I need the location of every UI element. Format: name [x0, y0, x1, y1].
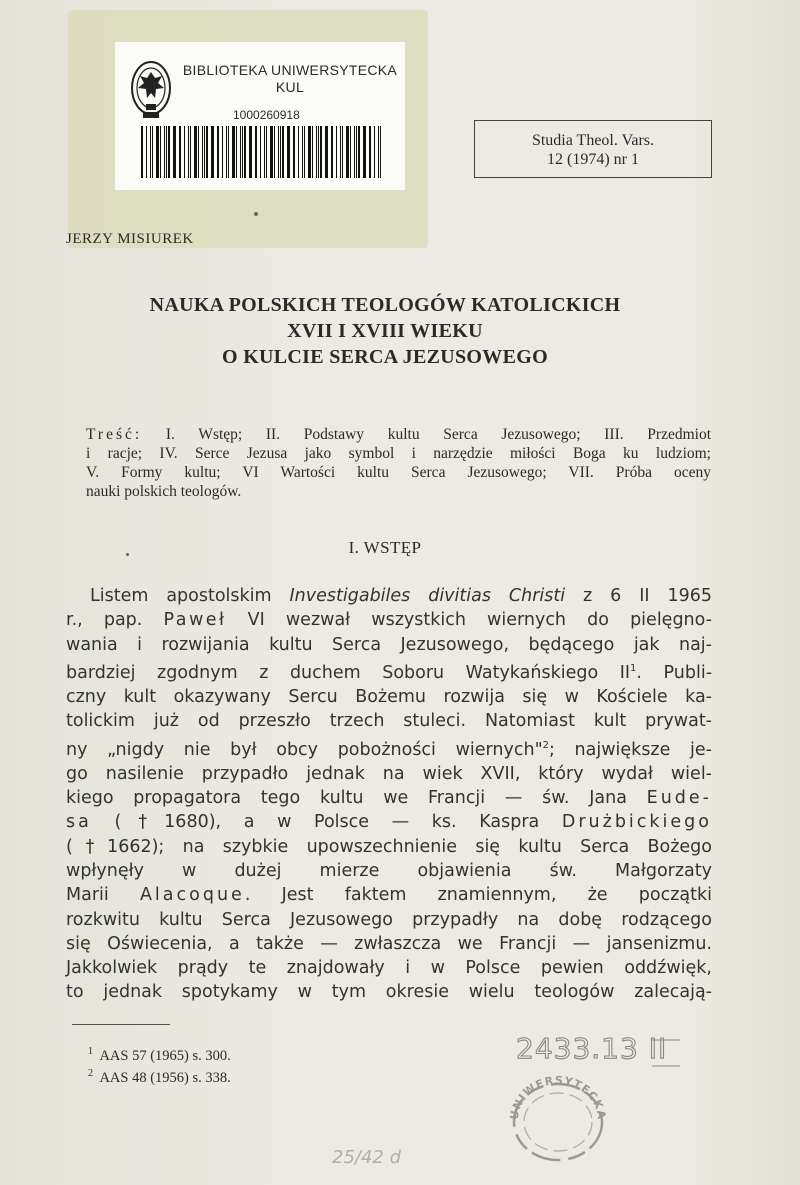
body-line: go nasilenie przypadło jednak na wiek XVII, który wydał wiel- [66, 763, 712, 784]
author-name: JERZY MISIUREK [66, 231, 194, 247]
contents-line1: Treść: I. Wstęp; II. Podstawy kultu Serca Jezusowego; III. Przedmiot [86, 426, 712, 443]
barcode-bar [358, 126, 360, 178]
barcode-bar [331, 126, 333, 178]
footnote-ref-2: 2 [542, 739, 549, 751]
barcode-bar [378, 126, 379, 178]
barcode-bar [363, 126, 366, 178]
footnote-1: $^1$ AAS 57 (1965) s. 300. [88, 1046, 231, 1064]
table-of-contents [86, 425, 711, 501]
barcode-bar [264, 126, 265, 178]
library-name [179, 62, 401, 96]
barcode-bar [188, 126, 189, 178]
barcode-bar [336, 126, 337, 178]
barcode-bar [342, 126, 343, 178]
barcode-bar [240, 126, 241, 178]
contents-label: Treść: [86, 426, 143, 443]
barcode-bar [374, 126, 375, 178]
barcode-bar [266, 126, 267, 178]
barcode-bar [156, 126, 159, 178]
barcode-bar [242, 126, 243, 178]
body-line: sa (†1680), a w Polsce — ks. Kaspra Drużbickiego [66, 812, 712, 833]
journal-line2: 12 (1974) nr 1 [547, 151, 639, 168]
barcode-bar [244, 126, 246, 178]
barcode-bar [356, 126, 357, 178]
barcode-bar [255, 126, 257, 178]
barcode-bar [287, 126, 290, 178]
body-line: wpłynęły w dużej mierze objawienia św. Małgorzaty [66, 860, 712, 881]
barcode-bar [168, 126, 170, 178]
handwritten-call-number [512, 1024, 682, 1074]
barcode-bar [325, 126, 328, 178]
body-line: czny kult okazywany Sercu Bożemu rozwija się w Kościele ka- [66, 687, 712, 708]
barcode-bar [316, 126, 317, 178]
library-label [115, 42, 405, 190]
barcode-bar [350, 126, 351, 178]
eagle-seal-icon [129, 58, 173, 122]
barcode-bar [184, 126, 185, 178]
svg-text:UNIWERSYTECKA: UNIWERSYTECKA [507, 1073, 609, 1121]
barcode-bar [211, 126, 214, 178]
body-line: rozkwitu kultu Serca Jezusowego przypadły na dobę rodzącego [66, 909, 712, 930]
body-line: (†1662); na szybkie upowszechnienie się kultu Serca Bożego [66, 836, 712, 857]
library-stamp [500, 1068, 612, 1162]
barcode-bar [369, 126, 371, 178]
barcode-bar [380, 126, 381, 178]
barcode-bar [217, 126, 219, 178]
contents-line3: V. Formy kultu; VI Wartości kultu Serca Jezusowego; VII. Próba oceny [86, 464, 711, 481]
barcode-bar [236, 126, 237, 178]
barcode-bar [304, 126, 305, 178]
barcode-bar [190, 126, 191, 178]
barcode-bar [318, 126, 319, 178]
barcode-bar [228, 126, 229, 178]
svg-text:25/42 d: 25/42 d [332, 1147, 402, 1168]
title-line2: XVII I XVIII WIEKU [287, 320, 483, 342]
barcode-bar [152, 126, 153, 178]
barcode-bar [166, 126, 167, 178]
barcode-bar [320, 126, 322, 178]
barcode-bar [194, 126, 197, 178]
body-line: się Oświecenia, a także — zwłaszcza we Francji — jansenizmu. [66, 933, 712, 954]
barcode-bar [226, 126, 227, 178]
barcode-bar [278, 126, 279, 178]
body-line: bardziej zgodnym z duchem Soboru Watykańskiego $II^1$. Publi- [66, 662, 713, 683]
barcode-bar [173, 126, 176, 178]
barcode-bar [312, 126, 313, 178]
body-line: tolickim już od przeszło trzech stuleci. Natomiast kult prywat- [66, 711, 712, 732]
barcode-bar [160, 126, 161, 178]
title-line3: O KULCIE SERCA JEZUSOWEGO [222, 346, 548, 368]
footnote-2: $^2$ AAS 48 (1956) s. 338. [88, 1067, 231, 1086]
barcode-bar [206, 126, 208, 178]
barcode-bar [179, 126, 181, 178]
body-line: wania i rozwijania kultu Serca Jezusowego, będącego jak naj- [66, 634, 712, 655]
body-line: Listem apostolskim Investigabiles divitias Christi z 6 II 1965 [90, 586, 712, 606]
barcode-bar [308, 126, 311, 178]
barcode-bar [302, 126, 303, 178]
footnote-ref-1: 1 [630, 662, 637, 674]
title-line1: NAUKA POLSKICH TEOLOGÓW KATOLICKICH [149, 294, 621, 316]
barcode-bar [164, 126, 165, 178]
body-line: to jednak spotykamy w tym okresie wielu teologów zalecają- [66, 982, 712, 1003]
barcode-bar [198, 126, 199, 178]
barcode-graphic [141, 126, 386, 178]
pencil-note [330, 1135, 440, 1175]
library-name-line1: BIBLIOTEKA UNIWERSYTECKA [182, 62, 398, 78]
barcode-bar [293, 126, 295, 178]
contents-line4: nauki polskich teologów. [86, 483, 242, 500]
barcode-bar [146, 126, 147, 178]
barcode-bar [346, 126, 349, 178]
barcode-bar [202, 126, 203, 178]
barcode-bar [249, 126, 252, 178]
body-line: kiego propagatora tego kultu we Francji — św. Jana Eude- [66, 788, 712, 809]
svg-text:2433.13 II: 2433.13 II [516, 1032, 668, 1065]
footnote-divider [72, 1024, 170, 1025]
library-name-line2: KUL [275, 79, 305, 95]
contents-line2: i racje; IV. Serce Jezusa jako symbol i narzędzie miłości Boga ku ludziom; [86, 445, 711, 462]
section-heading: I. WSTĘP [348, 538, 422, 557]
barcode-bar [340, 126, 341, 178]
barcode-bar [282, 126, 284, 178]
barcode-bar [298, 126, 299, 178]
body-paragraph [66, 584, 712, 1005]
article-title [60, 292, 710, 370]
library-code: 1000260918 [233, 108, 300, 122]
body-line: Jakkolwiek prądy te znajdowały i w Polsce pewien oddźwięk, [66, 958, 712, 979]
barcode-bar [141, 126, 143, 178]
barcode-bar [270, 126, 273, 178]
barcode-bar [222, 126, 223, 178]
barcode-bar [274, 126, 275, 178]
body-line: Marii Alacoque. Jest faktem znamiennym, że początki [66, 885, 712, 906]
barcode-bar [150, 126, 151, 178]
barcode-bar [232, 126, 235, 178]
barcode-bar [354, 126, 355, 178]
barcode-bar [280, 126, 281, 178]
journal-line1: Studia Theol. Vars. [531, 132, 655, 149]
journal-citation-box [474, 120, 712, 178]
barcode-bar [204, 126, 205, 178]
body-line: ny „nigdy nie był obcy pobożności wiernych"$^2$; największe je- [66, 739, 712, 760]
ink-speck [254, 212, 258, 216]
footnotes [88, 1043, 231, 1087]
barcode-bar [260, 126, 261, 178]
body-line: r., pap. Paweł VI wezwał wszystkich wiernych do pielęgno- [66, 610, 712, 631]
